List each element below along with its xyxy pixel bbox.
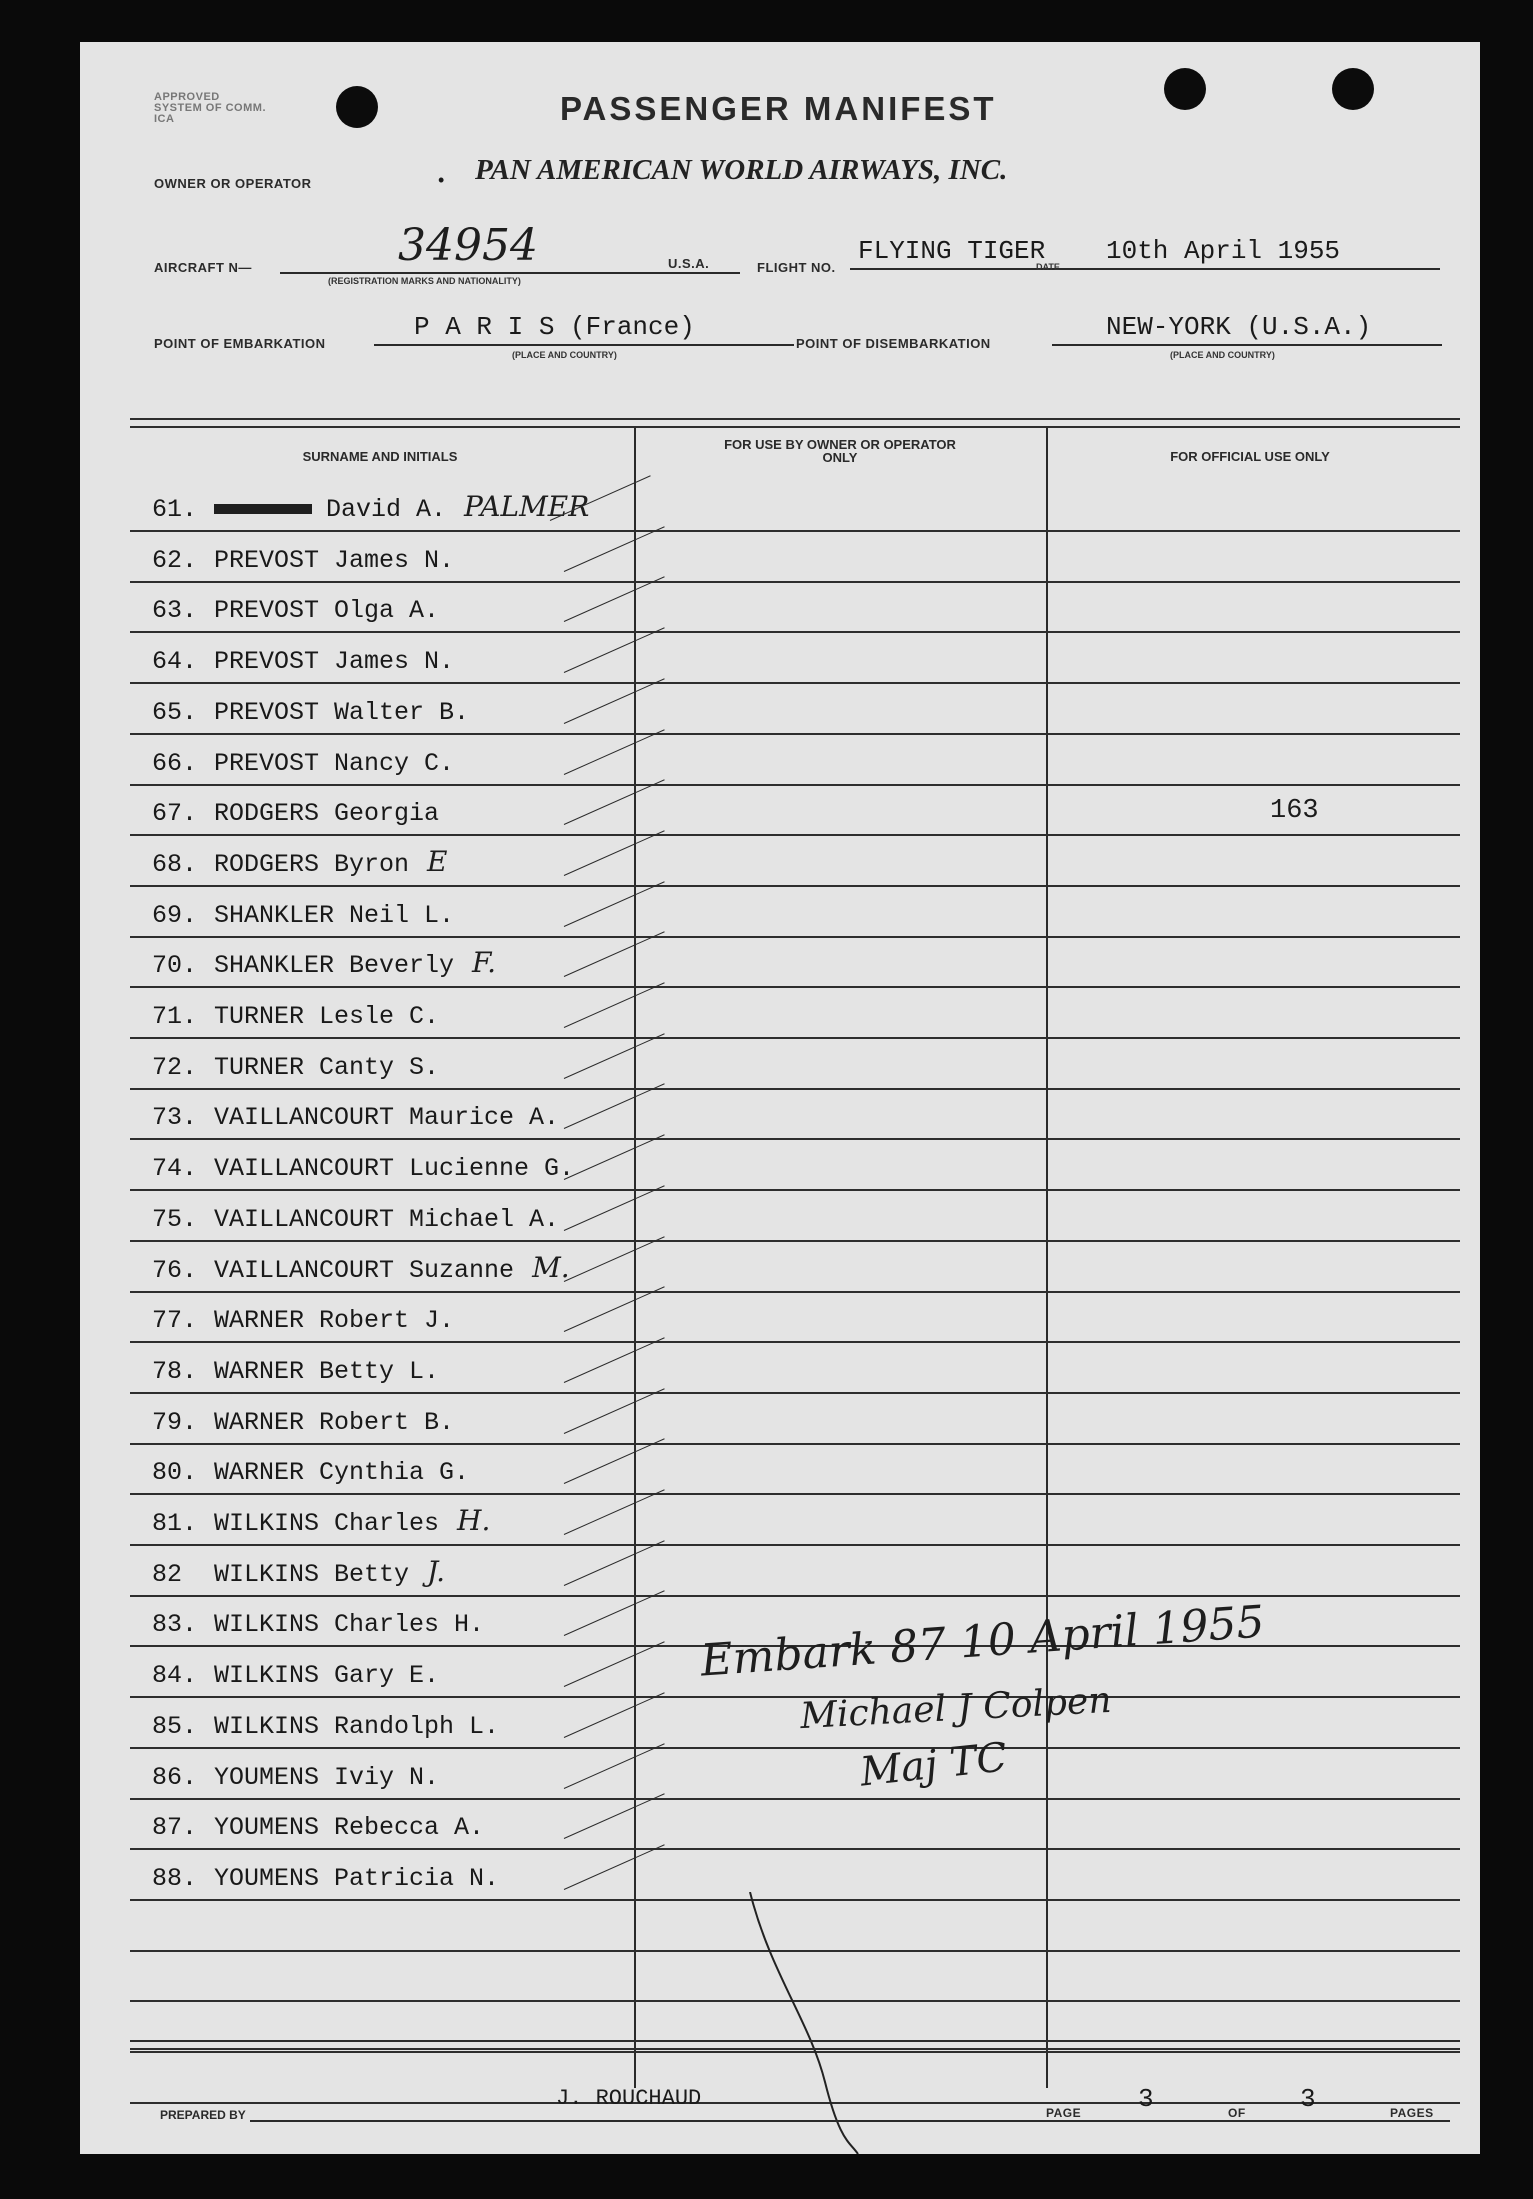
passenger-number: 69. (152, 900, 198, 930)
passenger-name: YOUMENS Rebecca A. (214, 1813, 485, 1843)
passenger-number: 87. (152, 1813, 198, 1843)
passenger-name: RODGERS Byron (214, 849, 410, 879)
column-divider (1046, 428, 1048, 2088)
passenger-number: 64. (152, 647, 198, 677)
list-item (152, 1453, 487, 1487)
check-mark (564, 1337, 665, 1383)
punch-hole (336, 86, 378, 128)
passenger-number: 85. (152, 1711, 198, 1741)
check-mark (564, 526, 665, 572)
check-mark (564, 1641, 665, 1687)
passenger-number: 79. (152, 1407, 198, 1437)
passenger-name: PREVOST Nancy C. (214, 748, 455, 778)
check-mark (564, 1236, 665, 1282)
list-item (152, 1149, 592, 1183)
row-rule (130, 885, 1460, 887)
passenger-number: 74. (152, 1154, 198, 1184)
punch-hole (1164, 68, 1206, 110)
footer-rule (130, 2040, 1460, 2042)
handwritten-initial: E (427, 844, 448, 878)
passenger-name: WARNER Robert J. (214, 1306, 455, 1336)
disembarkation-label: POINT OF DISEMBARKATION (796, 336, 991, 351)
disembarkation-value: NEW-YORK (U.S.A.) (1106, 312, 1372, 342)
handwritten-initial: M. (532, 1250, 570, 1284)
passenger-name: WILKINS Charles H. (214, 1610, 485, 1640)
passenger-number: 65. (152, 697, 198, 727)
flight-value: FLYING TIGER (858, 236, 1046, 266)
passenger-number: 88. (152, 1863, 198, 1893)
registration-note: (REGISTRATION MARKS AND NATIONALITY) (328, 276, 521, 286)
disembark-place-note: (PLACE AND COUNTRY) (1170, 350, 1275, 360)
official-column-header: FOR OFFICIAL USE ONLY (1170, 449, 1330, 464)
row-rule (130, 936, 1460, 938)
row-rule (130, 1138, 1460, 1140)
row-rule (130, 1189, 1460, 1191)
list-item (152, 946, 496, 980)
footer-rule (130, 2048, 1460, 2050)
list-item (152, 1352, 457, 1386)
stamp-line: APPROVED (154, 91, 220, 103)
passenger-name: David A. (326, 495, 447, 524)
date-label: DATE (1036, 262, 1060, 272)
passenger-name: VAILLANCOURT Lucienne G. (214, 1154, 575, 1184)
passenger-name: WILKINS Gary E. (214, 1661, 440, 1691)
page-title: PASSENGER MANIFEST (560, 90, 997, 127)
flight-underline (850, 268, 1440, 270)
list-item (152, 997, 457, 1031)
row-rule (130, 986, 1460, 988)
passenger-number: 78. (152, 1356, 198, 1386)
stamp-line: SYSTEM OF COMM. (154, 102, 266, 114)
passenger-number: 80. (152, 1458, 198, 1488)
check-mark (564, 1033, 665, 1079)
passenger-name: PREVOST James N. (214, 647, 455, 677)
passenger-name: VAILLANCOURT Maurice A. (214, 1103, 560, 1133)
stamp-line: ICA (154, 113, 175, 125)
handwritten-initial: PALMER (464, 490, 590, 523)
aircraft-underline (280, 272, 740, 274)
row-rule (130, 1493, 1460, 1495)
passenger-name: TURNER Lesle C. (214, 1002, 440, 1031)
passenger-number: 86. (152, 1762, 198, 1792)
row-rule (130, 1696, 1460, 1698)
passenger-name: WILKINS Betty (214, 1559, 410, 1589)
check-mark (564, 678, 665, 724)
passenger-number: 82 (152, 1559, 183, 1589)
check-mark (564, 729, 665, 775)
list-item (152, 693, 487, 727)
owner-column-header: FOR USE BY OWNER OR OPERATOR ONLY (724, 437, 956, 465)
struck-out-surname (214, 504, 312, 514)
date-value: 10th April 1955 (1106, 236, 1341, 266)
row-rule (130, 1341, 1460, 1343)
row-rule (130, 631, 1460, 633)
passenger-name: WARNER Cynthia G. (214, 1458, 470, 1488)
row-rule (130, 581, 1460, 583)
list-item (152, 1605, 502, 1639)
row-rule (130, 1088, 1460, 1090)
passenger-name: SHANKLER Beverly (214, 951, 455, 981)
annotation-signature: Michael J Colpen (799, 1679, 1113, 1738)
page-number: 3 (1138, 2084, 1154, 2114)
passenger-number: 73. (152, 1103, 198, 1133)
check-mark (564, 1692, 665, 1738)
embarkation-label: POINT OF EMBARKATION (154, 336, 326, 351)
pen-stroke (730, 1892, 910, 2154)
prepared-by-label: PREPARED BY (160, 2108, 246, 2122)
passenger-number: 76. (152, 1255, 198, 1285)
passenger-number: 63. (152, 596, 198, 626)
check-mark (564, 1844, 665, 1890)
list-item (152, 1504, 490, 1538)
check-mark (564, 779, 665, 825)
check-mark (564, 1743, 665, 1789)
passenger-name: PREVOST James N. (214, 545, 455, 575)
passenger-name: WARNER Betty L. (214, 1356, 440, 1386)
passenger-number: 77. (152, 1306, 198, 1336)
passenger-number: 84. (152, 1661, 198, 1691)
list-item (152, 1808, 502, 1842)
list-item (152, 1707, 517, 1741)
usa-label: U.S.A. (668, 256, 710, 271)
check-mark (564, 1489, 665, 1535)
passenger-number: 68. (152, 849, 198, 879)
annotation-rank: Maj TC (857, 1734, 1010, 1796)
approval-stamp (154, 92, 314, 136)
list-item (152, 1403, 472, 1437)
check-mark (564, 1286, 665, 1332)
list-item (152, 1758, 457, 1792)
disembarkation-underline (1052, 344, 1442, 346)
check-mark (564, 982, 665, 1028)
handwritten-initial: F. (472, 946, 497, 980)
passenger-number: 83. (152, 1610, 198, 1640)
row-rule (130, 733, 1460, 735)
of-label: OF (1228, 2106, 1246, 2120)
check-mark (564, 932, 665, 978)
row-rule (130, 1798, 1460, 1800)
passenger-number: 70. (152, 951, 198, 981)
aircraft-number: 34954 (398, 220, 538, 271)
check-mark (564, 1540, 665, 1586)
check-mark (564, 1084, 665, 1130)
column-divider (634, 428, 636, 2088)
passenger-number: 81. (152, 1509, 198, 1538)
punch-hole (1332, 68, 1374, 110)
row-rule (130, 1544, 1460, 1546)
check-mark (564, 881, 665, 927)
passenger-name: SHANKLER Neil L. (214, 900, 455, 930)
list-item (152, 642, 472, 676)
passenger-name: YOUMENS Iviy N. (214, 1762, 440, 1792)
list-item (152, 794, 457, 828)
check-mark (564, 1793, 665, 1839)
list-item (152, 1859, 517, 1893)
passenger-number: 62. (152, 545, 198, 575)
embarkation-underline (374, 344, 794, 346)
passenger-name: VAILLANCOURT Michael A. (214, 1204, 560, 1234)
list-item (152, 1656, 457, 1690)
list-item (152, 845, 448, 879)
owner-label: OWNER OR OPERATOR (154, 176, 312, 191)
check-mark (564, 1591, 665, 1637)
row-rule (130, 682, 1460, 684)
passenger-number: 72. (152, 1052, 198, 1082)
bullet-mark: • (438, 170, 445, 190)
list-item (152, 490, 589, 524)
row-rule (130, 784, 1460, 786)
passenger-number: 71. (152, 1002, 198, 1031)
passenger-name: WILKINS Charles (214, 1509, 440, 1538)
check-mark (564, 627, 665, 673)
row-rule (130, 1848, 1460, 1850)
row-rule (130, 1392, 1460, 1394)
passenger-name: PREVOST Olga A. (214, 596, 440, 626)
passenger-number: 61. (152, 495, 198, 524)
list-item (152, 591, 457, 625)
check-mark (564, 1185, 665, 1231)
surname-column-header: SURNAME AND INITIALS (302, 449, 458, 464)
passenger-number: 67. (152, 799, 198, 829)
list-item (152, 1301, 472, 1335)
list-item (152, 896, 472, 930)
list-item (152, 1200, 577, 1234)
passenger-name: TURNER Canty S. (214, 1052, 440, 1082)
passenger-name: WARNER Robert B. (214, 1407, 455, 1437)
pages-label: PAGES (1390, 2106, 1434, 2120)
passenger-name: YOUMENS Patricia N. (214, 1863, 500, 1893)
row-rule (130, 1291, 1460, 1293)
passenger-number: 66. (152, 748, 198, 778)
passenger-number: 75. (152, 1204, 198, 1234)
flight-label: FLIGHT NO. (757, 260, 836, 275)
row-rule (130, 1747, 1460, 1749)
total-pages: 3 (1300, 2084, 1316, 2114)
row-rule (130, 1443, 1460, 1445)
embark-place-note: (PLACE AND COUNTRY) (512, 350, 617, 360)
list-item (152, 1048, 457, 1082)
check-mark (564, 577, 665, 623)
operator-name: PAN AMERICAN WORLD AIRWAYS, INC. (475, 154, 1008, 186)
handwritten-initial: J. (427, 1554, 445, 1588)
header-rule (130, 426, 1460, 428)
passenger-name: RODGERS Georgia (214, 799, 440, 829)
aircraft-label: AIRCRAFT N— (154, 260, 252, 275)
row-rule (130, 1037, 1460, 1039)
prepared-by-value: J. ROUCHAUD (556, 2086, 702, 2111)
embarkation-value: P A R I S (France) (414, 312, 695, 342)
row-rule (130, 1240, 1460, 1242)
header-rule (130, 418, 1460, 420)
list-item (152, 744, 472, 778)
list-item (152, 541, 472, 575)
check-mark (564, 830, 665, 876)
check-mark (564, 1439, 665, 1485)
footer-underline (250, 2120, 1450, 2122)
annotation-embark: Embark 87 10 April 1955 (698, 1596, 1267, 1687)
row-rule (130, 834, 1460, 836)
list-item (152, 1555, 445, 1589)
passenger-name: PREVOST Walter B. (214, 697, 470, 727)
list-item (152, 1251, 570, 1285)
passenger-name: VAILLANCOURT Suzanne (214, 1255, 515, 1285)
list-item (152, 1098, 577, 1132)
row-rule (130, 530, 1460, 532)
manifest-sheet (80, 42, 1480, 2154)
page-label: PAGE (1046, 2106, 1082, 2120)
handwritten-initial: H. (457, 1504, 491, 1537)
check-mark (564, 1388, 665, 1434)
passenger-name: WILKINS Randolph L. (214, 1711, 500, 1741)
official-note: 163 (1270, 796, 1319, 826)
